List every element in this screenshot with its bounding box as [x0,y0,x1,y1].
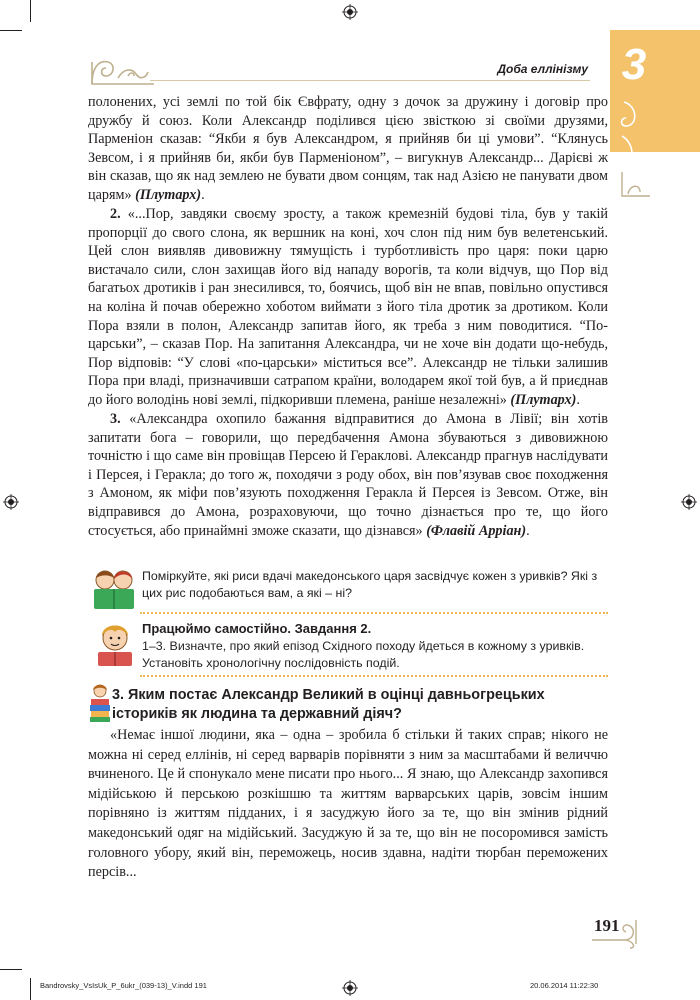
registration-mark-icon [342,980,358,996]
registration-mark-icon [681,494,697,510]
page-number: 191 [594,916,620,935]
footer-datetime: 20.06.2014 11:22:30 [530,981,599,990]
crop-mark [30,978,31,1000]
section-3-quote-text: «Немає іншої людини, яка – одна – зробила б стільки й таких справ; нікого не можна ні серед еллінів, ні серед варварів порівняти з ним за масштабами й величчю вчиненого. Це й спонукало мене писати про нього... Я знаю, що Александр захопився мідійською й перською розкішшю та життям варварських царів, зовсім іншим порівняно із життям підданих, і я засуджую його за те, що він змінив рідний македонський одяг на мідійський. Засуджую й за те, що він не посоромився замість головного убору, який він, переможець, носив здавна, надіти тюрбан переможених персів... [88,727,608,881]
student-with-books-icon [88,683,112,723]
side-ornament-icon [616,96,656,200]
source-citation: (Флавій Арріан) [426,522,527,539]
registration-mark-icon [3,494,19,510]
paragraph-3: 3. «Александра охопило бажання відправитися до Амона в Лівії; він хотів запитати бога – говорили, що передбачення Амона збуваються з дивовижною точністю і що саме він провіщав Персею й Гераклові. Александр прагнув наслідувати і Персея, і Геракла; до того ж, походячи з роду обох, він пов’язував своє походження з Амоном, як міфи пов’язують походження Геракла й Персея із Зевсом. Отже, він відправився до Амона, розраховуючи, що точно дізнається про те, що його стосується, або принаймні зможе сказати, що дізнався» (Флавій Арріан). [88,411,609,539]
section-3-quote [88,726,608,883]
source-citation: (Плутарх) [135,186,202,203]
item-number: 2. [110,206,121,222]
task-title: Працюймо самостійно. Завдання 2. [142,621,372,636]
paragraph-1: полонених, усі землі по той бік Євфрату, одну з дочок за дружину і договір про дружбу й союз. Коли Александр поділився цією звісткою зі своїми друзями, Парменіон сказав: “Якби я був Александром, я прийняв би ці умови”. “Клянусь Зевсом, і я прийняв би, якби був Парменіоном”, – вигукнув Александр... Дарієві ж він сказав, що як над землею не бувати двом сонцям, так над Азією не панувати двом царям» (Плутарх). [88,94,608,203]
chapter-number: 3 [621,40,647,89]
paragraph-1-text: полонених, усі землі по той бік Євфрату, одну з дочок за дружину і договір про дружбу й союз. Коли Александр поділився цією звісткою зі своїми друзями, Парменіон сказав: “Якби я був Александром, я прийняв би ці умови”. “Клянусь Зевсом, і я прийняв би, якби був Парменіоном”, – вигукнув Александр... Дарієві ж він сказав, що як над землею не бувати двом сонцям, так над Азією не панувати двом царям» [88,94,608,203]
source-citation: (Плутарх) [510,391,577,408]
reading-kids-icon [90,567,138,611]
student-with-book-icon [92,620,138,668]
header-ornament-icon [88,56,158,88]
paragraph-2: 2. «...Пор, завдяки своєму зросту, а також кремезній будові тіла, був у такій пропорції до свого слона, як вершник на коні, хоч слон під ним був велетенський. Цей слон виявляв дивовижну тямущість і турботливість про царя: поки царю вистачало сили, слон захищав його від нападу ворогів, та коли відчув, що Пор від багатьох дротиків і ран знесилився, то, боячись, щоб він не впав, повільно опустився на коліна й почав обережно хоботом виймати з його тіла дротик за дротиком. Коли Пора взяли в полон, Александр запитав його, як треба з ним поводитися. “По-царськи”, – сказав Пор. На запитання Александра, чи не хоче він додати що-небудь, Пор відповів: “У слові «по-царськи» міститься все”. Александр не тільки залишив Пора при владі, призначивши сатрапом країни, володарем якої той був, а й приєднав до його володінь нові землі, підкоривши племена, раніше незалежні» (Плутарх). [88,206,608,408]
task-line-2: Установіть хронологічну послідовність подій. [142,656,400,670]
registration-mark-icon [342,4,358,20]
crop-mark [0,30,22,31]
section-3-title: 3. Яким постає Александр Великий в оцінці давньогрецьких істориків як людина та державний діяч? [112,687,545,722]
crop-mark [0,969,22,970]
paragraph-2-text: «...Пор, завдяки своєму зросту, а також кремезній будові тіла, був у такій пропорції до свого слона, як вершник на коні, хоч слон під ним був велетенський. Цей слон виявляв дивовижну тямущість і турботливість про царя: поки царю вистачало сили, слон захищав його від нападу ворогів, та коли відчув, що Пор від багатьох дротиків і ран знесилився, то, боячись, щоб він не впав, повільно опустився на коліна й почав обережно хоботом виймати з його тіла дротик за дротиком. Коли Пора взяли в полон, Александр запитав його, як треба з ним поводитися. “По-царськи”, – сказав Пор. На запитання Александра, чи не хоче він додати що-небудь, Пор відповів: “У слові «по-царськи» міститься все”. Александр не тільки залишив Пора при владі, призначивши сатрапом країни, володарем якої той був, а й приєднав до його володінь нові землі, підкоривши племена, раніше незалежні» [88,206,608,408]
paragraph-3-text: «Александра охопило бажання відправитися до Амона в Лівії; він хотів запитати бога – говорили, що передбачення Амона збуваються з дивовижною точністю і що саме він провіщав Персею й Гераклові. Александр прагнув наслідувати і Персея, і Геракла; до того ж, походячи з роду обох, він пов’язував своє походження з Амоном, як міфи пов’язують походження Геракла й Персея із Зевсом. Отже, він відправився до Амона, розраховуючи, що точно дізнається про те, що його стосується, або принаймні зможе сказати, що дізнався» [88,411,609,539]
header-title: Доба еллінізму [497,62,588,76]
footer-filename: Bandrovsky_VsIsUk_P_6ukr_(039-13)_V.indd 191 [40,981,207,990]
dotted-divider [140,612,608,614]
task-line-1: 1–3. Визначте, про який епізод Східного походу йдеться в кожному з уривків. [142,639,585,653]
header-rule [150,80,590,81]
dotted-divider [140,675,608,677]
footer-ornament-icon [590,916,640,950]
crop-mark [30,0,31,22]
item-number: 3. [110,411,121,427]
callout-question: Поміркуйте, які риси вдачі македонського царя засвідчує кожен з уривків? Які з цих рис подобаються вам, а які – ні? [142,569,598,600]
